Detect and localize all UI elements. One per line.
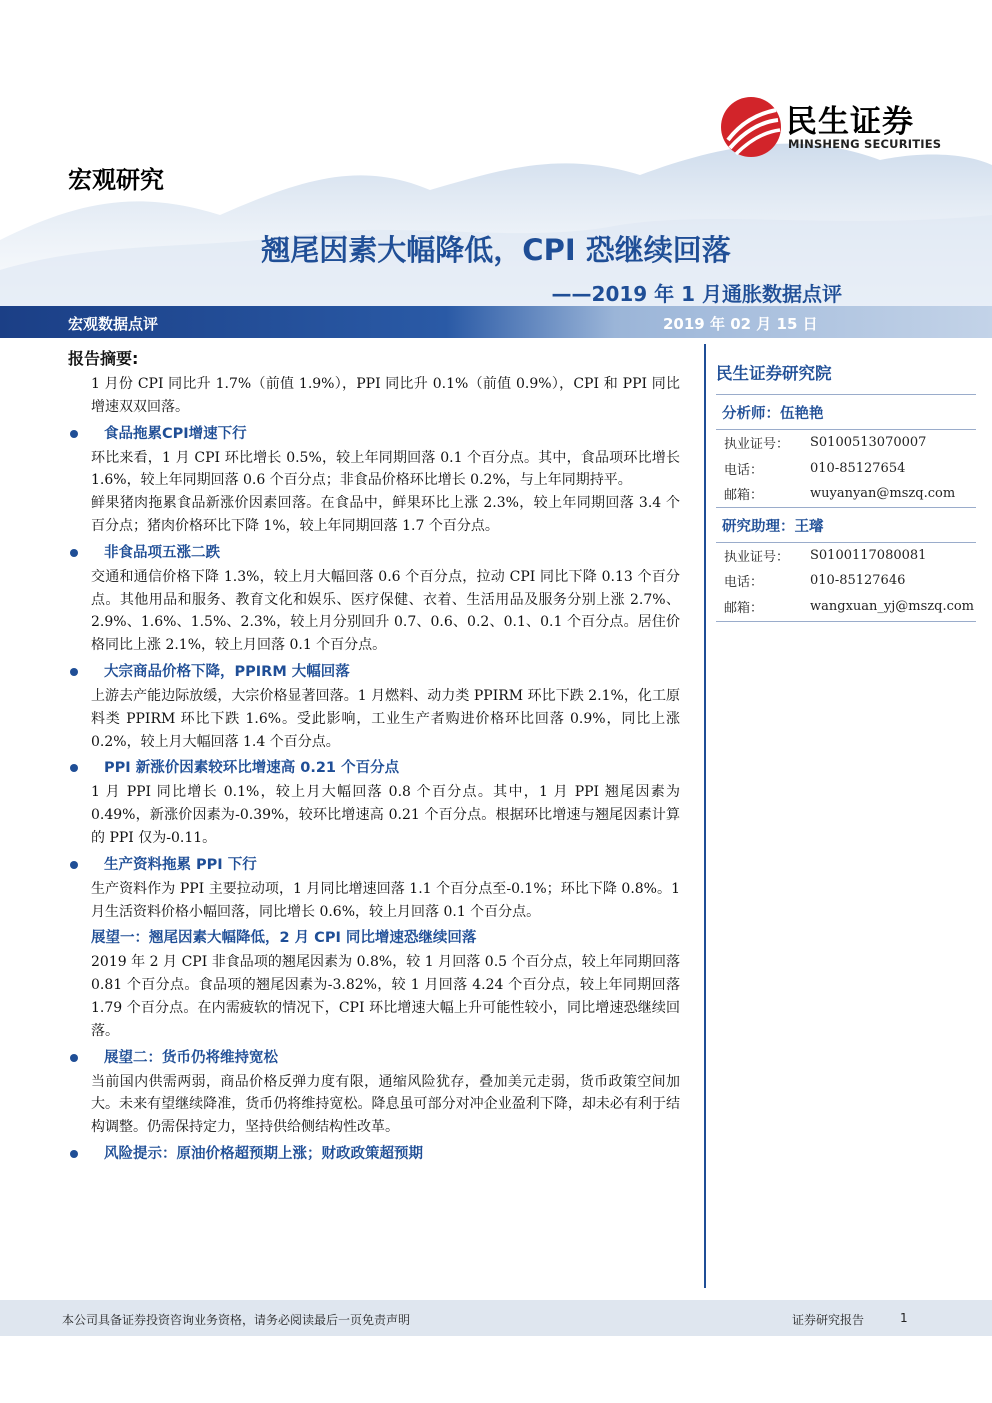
contact-row <box>716 568 976 594</box>
minsheng-logo <box>720 96 960 160</box>
contact-value: S0100513070007 <box>810 435 927 451</box>
section-paragraph: 环比来看，1 月 CPI 环比增长 0.5%，较上年同期回落 0.1 个百分点。其中，食品项环比增长 1.6%，较上年同期回落 0.6 个百分点；非食品价格环比增长 0.2%，与上年同期持平。 <box>91 449 680 489</box>
contact-row <box>716 481 976 507</box>
report-title: 翘尾因素大幅降低，CPI 恐继续回落 <box>261 233 731 267</box>
section-title-text: 展望一：翘尾因素大幅降低，2 月 CPI 同比增速恐继续回落 <box>91 930 477 947</box>
bullet-icon <box>70 764 78 772</box>
report-type-label: 宏观数据点评 <box>68 315 159 333</box>
section-paragraph: 当前国内供需两弱，商品价格反弹力度有限，通缩风险犹存，叠加美元走弱，货币政策空间加大。未来有望继续降准，货币仍将维持宽松。降息虽可部分对冲企业盈利下降，却未必有利于结构调整。仍需保持定力，坚持供给侧结构性改革。 <box>91 1073 680 1136</box>
bullet-icon <box>70 430 78 438</box>
footer-report-type: 证券研究报告 <box>792 1313 865 1327</box>
summary-heading: 报告摘要: <box>68 349 139 368</box>
section-title <box>68 757 680 779</box>
page-footer <box>0 1300 992 1336</box>
contact-row <box>716 543 976 569</box>
section-paragraph: 生产资料作为 PPI 主要拉动项，1 月同比增速回落 1.1 个百分点至-0.1%；环比下降 0.8%。1 月生活资料价格小幅回落，同比增长 0.6%，较上月回落 0.1 个百分点。 <box>91 880 680 920</box>
report-subtitle: ——2019 年 1 月通胀数据点评 <box>551 282 842 306</box>
contact-label: 电话： <box>724 462 764 478</box>
contact-label: 执业证号： <box>724 437 790 453</box>
section-title-text: 展望二：货币仍将维持宽松 <box>104 1049 278 1066</box>
section-title-text: 风险提示：原油价格超预期上涨；财政政策超预期 <box>104 1145 423 1162</box>
section-title <box>68 661 680 683</box>
analyst-role: 分析师：伍艳艳 <box>716 395 976 430</box>
page-number: 1 <box>900 1311 908 1325</box>
analyst-sidebar <box>716 360 976 622</box>
logo-emblem-icon <box>720 96 782 158</box>
section-paragraph: 鲜果猪肉拖累食品新涨价因素回落。在食品中，鲜果环比上涨 2.3%，较上年同期回落 3.4 个百分点；猪肉价格环比下降 1%，较上年同期回落 1.7 个百分点。 <box>91 495 680 534</box>
contact-label: 邮箱： <box>724 488 764 504</box>
section-title <box>68 927 680 949</box>
section-title <box>68 1143 680 1165</box>
section-title-text: 非食品项五涨二跌 <box>104 544 220 561</box>
sidebar-end-rule <box>716 621 976 622</box>
contact-label: 电话： <box>724 575 764 591</box>
contact-value: 010-85127654 <box>810 460 906 476</box>
contact-row <box>716 594 976 620</box>
contact-value: S0100117080081 <box>810 547 927 563</box>
contact-row <box>716 430 976 456</box>
section-title <box>68 423 680 445</box>
report-banner <box>0 306 992 338</box>
analyst-contact <box>716 430 976 507</box>
section-title-text: 大宗商品价格下降，PPIRM 大幅回落 <box>104 663 350 680</box>
section-paragraph: 2019 年 2 月 CPI 非食品项的翘尾因素为 0.8%，较 1 月回落 0.5 个百分点，较上年同期回落 0.81 个百分点。食品项的翘尾因素为-3.82%，较 1 月回落 4.24 个百分点，较上年同期回落 1.79 个百分点。在内需疲软的情况下，CPI 环比增速大幅上升可能性较小，同比增速恐继续回落。 <box>91 954 680 1039</box>
section-title-text: 食品拖累CPI增速下行 <box>104 425 247 442</box>
bullet-icon <box>70 668 78 676</box>
section-title <box>68 854 680 876</box>
section-paragraph: 交通和通信价格下降 1.3%，较上月大幅回落 0.6 个百分点，拉动 CPI 同比下降 0.13 个百分点。其他用品和服务、教育文化和娱乐、医疗保健、衣着、生活用品及服务分别上涨 2.7%、2.9%、1.6%、1.5%、2.3%，较上月分别回升 0.7、0.6、0.2、0.1、0.1 个百分点。居住价格同比上涨 2.1%，较上月回落 0.1 个百分点。 <box>91 568 680 654</box>
summary-sections <box>68 423 680 1165</box>
logo-english-name: MINSHENG SECURITIES <box>788 137 942 151</box>
logo-chinese-name: 民生证券 <box>786 104 914 140</box>
bullet-icon <box>70 549 78 557</box>
contact-label: 执业证号： <box>724 549 790 565</box>
contact-value: wangxuan_yj@mszq.com <box>810 598 975 614</box>
summary-intro: 1 月份 CPI 同比升 1.7%（前值 1.9%），PPI 同比升 0.1%（前值 0.9%），CPI 和 PPI 同比增速双双回落。 <box>91 376 680 415</box>
section-title-text: PPI 新涨价因素较环比增速高 0.21 个百分点 <box>104 760 400 777</box>
section-title-text: 生产资料拖累 PPI 下行 <box>104 856 257 873</box>
section-title <box>68 1047 680 1069</box>
section-title <box>68 542 680 564</box>
report-date: 2019 年 02 月 15 日 <box>663 315 818 333</box>
contact-value: wuyanyan@mszq.com <box>810 486 956 502</box>
section-paragraph: 上游去产能边际放缓，大宗价格显著回落。1 月燃料、动力类 PPIRM 环比下跌 2.1%，化工原料类 PPIRM 环比下跌 1.6%。受此影响，工业生产者购进价格环比回落 0.9%，同比上涨 0.2%，较上月大幅回落 1.4 个百分点。 <box>91 687 680 750</box>
report-summary <box>68 346 680 1167</box>
contact-label: 邮箱： <box>724 600 764 616</box>
contact-row <box>716 456 976 482</box>
research-institute: 民生证券研究院 <box>716 360 976 395</box>
report-category: 宏观研究 <box>68 166 164 194</box>
section-paragraph: 1 月 PPI 同比增长 0.1%，较上月大幅回落 0.8 个百分点。其中，1 月 PPI 翘尾因素为 0.49%，新涨价因素为-0.39%，较环比增速高 0.21 个百分点。根据环比增速与翘尾因素计算的 PPI 仅为-0.11。 <box>91 784 680 846</box>
contact-value: 010-85127646 <box>810 573 906 589</box>
bullet-icon <box>70 1150 78 1158</box>
column-divider <box>704 344 706 1288</box>
bullet-icon <box>70 1054 78 1062</box>
bullet-icon <box>70 861 78 869</box>
assistant-contact <box>716 543 976 620</box>
assistant-role: 研究助理：王璿 <box>716 507 976 543</box>
footer-disclaimer: 本公司具备证券投资咨询业务资格，请务必阅读最后一页免责声明 <box>62 1313 411 1327</box>
